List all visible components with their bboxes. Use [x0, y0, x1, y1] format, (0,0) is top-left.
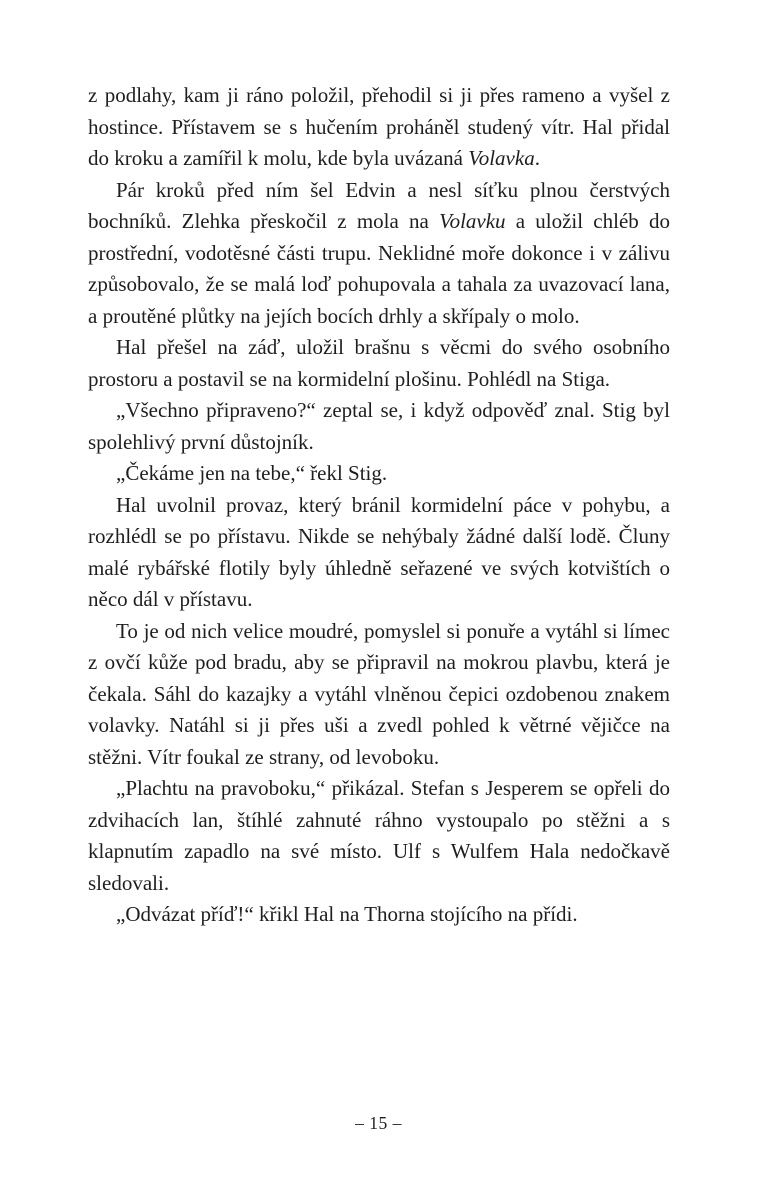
paragraph [88, 332, 670, 395]
text-run: . [534, 146, 540, 170]
text-run: „Všechno připraveno?“ zeptal se, i když odpověď znal. Stig byl spolehlivý první důstojník. [88, 398, 670, 454]
paragraph [88, 458, 670, 490]
paragraph [88, 175, 670, 333]
italic-ship-name: Volavka [468, 146, 535, 170]
paragraph [88, 773, 670, 899]
text-block [88, 80, 670, 931]
text-run: „Plachtu na pravoboku,“ přikázal. Stefan s Jesperem se opřeli do zdvihacích lan, štíhlé zahnuté ráhno vystoupalo po stěžni a s klapnutím zapadlo na své místo. Ulf s Wulfem Hala nedočkavě sledovali. [88, 776, 670, 895]
text-run: Pár kroků před ním šel Edvin a nesl síťku plnou čerstvých bochníků. Zlehka přeskočil z mola na [88, 177, 670, 233]
text-run: Hal uvolnil provaz, který bránil kormidelní páce v pohybu, a rozhlédl se po přístavu. Nikde se nehýbaly žádné další lodě. Čluny malé rybářské flotily byly úhledně seřazené ve svých kotvištích o něco dál v přístavu. [88, 492, 670, 611]
paragraph [88, 899, 670, 931]
text-run: a uložil chléb do prostřední, vodotěsné části trupu. Neklidné moře dokonce i v zálivu způsobovalo, že se malá loď pohupovala a tahala za uvazovací lana, a proutěné plůtky na jejích bocích drhly a skřípaly o molo. [88, 209, 670, 328]
text-run: „Čekáme jen na tebe,“ řekl Stig. [116, 461, 388, 485]
paragraph [88, 490, 670, 616]
page-number: – 15 – [355, 1113, 402, 1133]
italic-ship-name: Volavku [439, 209, 506, 233]
paragraph [88, 616, 670, 774]
text-run: To je od nich velice moudré, pomyslel si ponuře a vytáhl si límec z ovčí kůže pod bradu, aby se připravil na mokrou plavbu, která je čekala. Sáhl do kazajky a vytáhl vlněnou čepici ozdobenou znakem volavky. Natáhl si ji přes uši a zvedl pohled k větrné vějičce na stěžni. Vítr foukal ze strany, od levoboku. [88, 618, 670, 769]
paragraph [88, 395, 670, 458]
text-run: Hal přešel na záď, uložil brašnu s věcmi do svého osobního prostoru a postavil se na kormidelní plošinu. Pohlédl na Stiga. [88, 335, 670, 391]
text-run: z podlahy, kam ji ráno položil, přehodil si ji přes rameno a vyšel z hostince. Přístavem se s hučením proháněl studený vítr. Hal přidal do kroku a zamířil k molu, kde byla uvázaná [88, 83, 670, 170]
paragraph [88, 80, 670, 175]
text-run: „Odvázat příď!“ křikl Hal na Thorna stojícího na přídi. [116, 902, 578, 926]
